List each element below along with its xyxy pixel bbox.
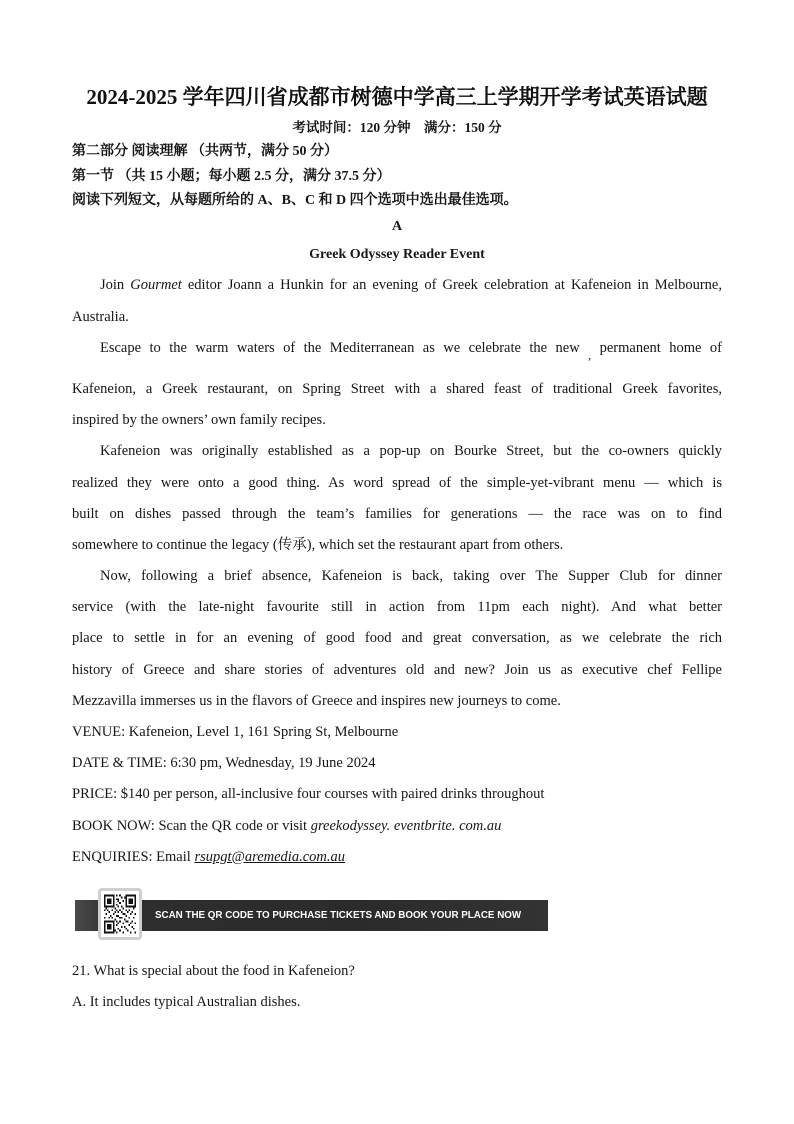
text-line: Kafeneion, a Greek restaurant, on Spring Street with a shared feast of traditional Greek favorites, <box>72 380 722 397</box>
stray-comma: , <box>588 347 592 362</box>
text-line: place to settle in for an evening of good food and great conversation, as we celebrate the rich <box>72 630 722 647</box>
passage-body <box>72 270 722 1018</box>
text-line: Now, following a brief absence, Kafeneion is back, taking over The Supper Club for dinner <box>100 568 722 585</box>
book-now-label: BOOK NOW: Scan the QR code or visit <box>72 817 308 834</box>
text-line <box>72 270 722 301</box>
book-now-line <box>72 811 722 842</box>
magazine-name: Gourmet <box>130 277 182 294</box>
enquiries-line <box>72 842 722 873</box>
questions <box>72 956 722 1018</box>
venue-line: VENUE: Kafeneion, Level 1, 161 Spring St, Melbourne <box>72 724 399 741</box>
text-segment: Join <box>100 277 125 294</box>
text-line: history of Greece and share stories of adventures old and new? Join us as executive chef Fellipe <box>72 661 722 678</box>
text-line: Australia. <box>72 308 129 325</box>
banner-text: SCAN THE QR CODE TO PURCHASE TICKETS AND BOOK YOUR PLACE NOW <box>155 909 522 921</box>
text-line: inspired by the owners’ own family recipes. <box>72 412 326 429</box>
instructions: 阅读下列短文，从每题所给的 A、B、C 和 D 四个选项中选出最佳选项。 <box>72 193 518 208</box>
subsection-heading: 第一节 （共 15 小题；每小题 2.5 分，满分 37.5 分） <box>72 168 391 184</box>
paragraph-4 <box>72 561 722 717</box>
text-line: Mezzavilla immerses us in the flavors of Greece and inspires new journeys to come. <box>72 692 561 709</box>
date-time-line: DATE & TIME: 6:30 pm, Wednesday, 19 June 2024 <box>72 755 376 772</box>
text-line: built on dishes passed through the team’s families for generations — the race was on to find <box>72 505 722 522</box>
text-line <box>72 333 722 364</box>
text-line: Kafeneion was originally established as a pop-up on Bourke Street, but the co-owners quickly <box>100 443 722 460</box>
paragraph-1 <box>72 270 722 332</box>
text-segment: editor Joann a Hunkin for an evening of Greek celebration at Kafeneion in Melbourne, <box>187 277 722 294</box>
question-21-option-a: A. It includes typical Australian dishes. <box>72 994 301 1011</box>
text-line: realized they were onto a good thing. As word spread of the simple-yet-vibrant menu — which is <box>72 474 722 491</box>
question-21-stem: 21. What is special about the food in Kafeneion? <box>72 963 355 980</box>
section-header <box>72 140 722 214</box>
text-segment: Escape to the warm waters of the Mediterranean as we celebrate the new <box>100 339 580 356</box>
enquiries-label: ENQUIRIES: Email <box>72 848 191 865</box>
paragraph-2 <box>72 333 722 437</box>
part-heading: 第二部分 阅读理解 （共两节，满分 50 分） <box>72 144 338 159</box>
exam-time-and-score: 考试时间：120 分钟 满分：150 分 <box>292 120 502 135</box>
event-website: greekodyssey. eventbrite. com.au <box>310 817 502 834</box>
enquiries-email-link[interactable]: rsupgt@aremedia.com.au <box>194 848 345 865</box>
price-line: PRICE: $140 per person, all-inclusive four courses with paired drinks throughout <box>72 786 545 803</box>
passage-label: A <box>391 219 403 234</box>
text-line: somewhere to continue the legacy (传承), which set the restaurant apart from others. <box>72 536 564 553</box>
qr-code <box>101 891 139 937</box>
exam-title: 2024-2025 学年四川省成都市树德中学高三上学期开学考试英语试题 <box>86 85 708 109</box>
text-segment: permanent home of <box>599 339 722 356</box>
paragraph-3 <box>72 436 722 561</box>
passage-title: Greek Odyssey Reader Event <box>309 247 485 262</box>
qr-code-frame <box>98 888 142 940</box>
ticket-banner <box>75 888 548 940</box>
text-line: service (with the late-night favourite still in action from 11pm each night). And what better <box>72 599 722 616</box>
event-details <box>72 717 722 873</box>
